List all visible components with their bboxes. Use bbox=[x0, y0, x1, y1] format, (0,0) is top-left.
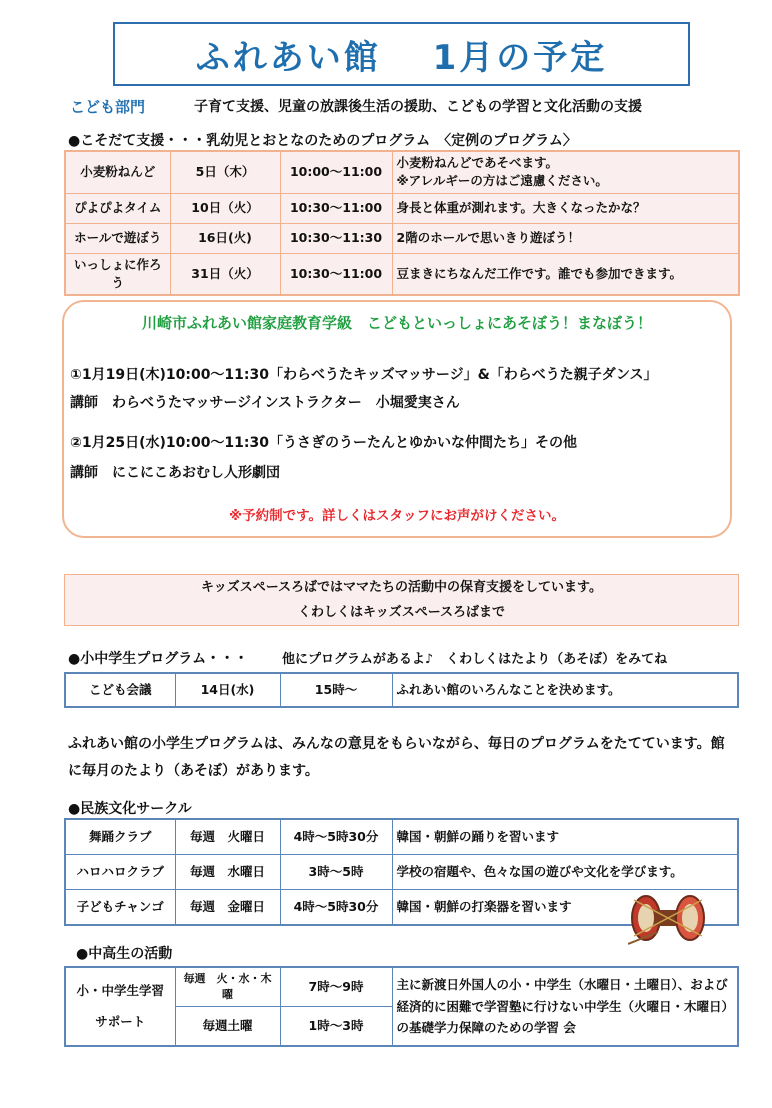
table-row bbox=[65, 819, 738, 855]
circle-time: 3時～5時 bbox=[280, 855, 392, 890]
childcare-table bbox=[64, 150, 740, 296]
program-time: 10:30～11:00 bbox=[280, 253, 392, 295]
class-item-1: ①1月19日(木)10:00～11:30「わらべうたキッズマッサージ」&「わらべうた親子ダンス」 bbox=[70, 367, 658, 383]
table-row bbox=[65, 151, 739, 193]
support-time: 7時～9時 bbox=[280, 967, 392, 1007]
support-time: 1時～3時 bbox=[280, 1007, 392, 1047]
kaigi-table bbox=[64, 672, 739, 708]
circle-time: 4時～5時30分 bbox=[280, 890, 392, 926]
table-row bbox=[65, 673, 738, 707]
table-row bbox=[65, 193, 739, 223]
support-name bbox=[65, 967, 175, 1046]
family-class-title: 川崎市ふれあい館家庭教育学級 こどもといっしょにあそぼう！まなぼう！ bbox=[141, 314, 652, 332]
family-class-box bbox=[62, 300, 732, 538]
program-desc: 身長と体重が測れます。大きくなったかな？ bbox=[392, 193, 739, 223]
highschool-heading: ●中高生の活動 bbox=[76, 946, 173, 962]
page-title: ふれあい館 1月の予定 bbox=[195, 37, 608, 78]
circle-name: 舞踊クラブ bbox=[65, 819, 175, 855]
program-date: 14日(水) bbox=[175, 673, 280, 707]
program-desc: 小麦粉ねんどであそべます。 ※アレルギーの方はご遠慮ください。 bbox=[392, 151, 739, 193]
program-name: いっしょに作ろう bbox=[65, 253, 170, 295]
program-time: 10:30～11:00 bbox=[280, 193, 392, 223]
circle-day: 毎週 水曜日 bbox=[175, 855, 280, 890]
kids-space-line-1: キッズスペースろばではママたちの活動中の保育支援をしています。 bbox=[200, 580, 603, 595]
kids-space-line-2: くわしくはキッズスペースろばまで bbox=[297, 605, 506, 620]
highschool-table bbox=[64, 966, 739, 1047]
program-time: 10:30～11:30 bbox=[280, 223, 392, 253]
program-date: 5日（木） bbox=[170, 151, 280, 193]
table-row bbox=[65, 855, 738, 890]
program-time: 10:00～11:00 bbox=[280, 151, 392, 193]
childcare-heading: ●こそだて支援・・・乳幼児とおとなのためのプログラム 〈定例のプログラム〉 bbox=[68, 133, 577, 149]
circle-desc: 学校の宿題や、色々な国の遊びや文化を学びます。 bbox=[392, 855, 738, 890]
table-row bbox=[65, 253, 739, 295]
dept-label: こども部門 bbox=[70, 98, 146, 116]
elementary-paragraph: ふれあい館の小学生プログラムは、みんなの意見をもらいながら、毎日のプログラムをたてています。館に毎月のたより（あそぼ）があります。 bbox=[68, 736, 725, 779]
program-desc: ふれあい館のいろんなことを決めます。 bbox=[392, 673, 738, 707]
support-day: 毎週土曜 bbox=[175, 1007, 280, 1047]
program-name: 小麦粉ねんど bbox=[65, 151, 170, 193]
program-desc: 2階のホールで思いきり遊ぼう！ bbox=[392, 223, 739, 253]
program-date: 31日（火） bbox=[170, 253, 280, 295]
program-name: ホールで遊ぼう bbox=[65, 223, 170, 253]
circle-name: ハロハロクラブ bbox=[65, 855, 175, 890]
support-name-line-1: 小・中学生学習 bbox=[76, 983, 164, 999]
elementary-heading: ●小中学生プログラム・・・ bbox=[68, 651, 249, 667]
class-item-2-lecturer: 講師 にこにこあおむし人形劇団 bbox=[70, 465, 280, 481]
circle-heading: ●民族文化サークル bbox=[68, 801, 192, 817]
janggu-drum-icon bbox=[628, 888, 708, 948]
table-row bbox=[65, 967, 738, 1007]
circle-day: 毎週 火曜日 bbox=[175, 819, 280, 855]
support-name-line-2: サポート bbox=[95, 1013, 146, 1029]
class-item-2: ②1月25日(水)10:00～11:30「うさぎのうーたんとゆかいな仲間たち」その他 bbox=[70, 435, 577, 451]
program-desc: 豆まきにちなんだ工作です。誰でも参加できます。 bbox=[392, 253, 739, 295]
circle-time: 4時～5時30分 bbox=[280, 819, 392, 855]
support-desc: 主に新渡日外国人の小・中学生（水曜日・土曜日）、および経済的に困難で学習塾に行けない中学生（火曜日・木曜日）の基礎学力保障のための学習 会 bbox=[392, 967, 738, 1046]
program-name: ぴよぴよタイム bbox=[65, 193, 170, 223]
program-name: こども会議 bbox=[65, 673, 175, 707]
reservation-note: ※予約制です。詳しくはスタッフにお声がけください。 bbox=[228, 508, 566, 524]
circle-desc: 韓国・朝鮮の踊りを習います bbox=[392, 819, 738, 855]
program-date: 10日（火） bbox=[170, 193, 280, 223]
circle-day: 毎週 金曜日 bbox=[175, 890, 280, 926]
circle-name: 子どもチャンゴ bbox=[65, 890, 175, 926]
title-box bbox=[113, 22, 690, 86]
kids-space-box bbox=[64, 574, 739, 626]
program-date: 16日(火) bbox=[170, 223, 280, 253]
program-time: 15時～ bbox=[280, 673, 392, 707]
circle-desc: 韓国・朝鮮の打楽器を習います bbox=[392, 890, 738, 926]
table-row bbox=[65, 223, 739, 253]
class-item-1-lecturer: 講師 わらべうたマッサージインストラクター 小堀愛実さん bbox=[70, 395, 460, 411]
dept-description: 子育て支援、児童の放課後生活の援助、こどもの学習と文化活動の支援 bbox=[194, 99, 642, 115]
support-day: 毎週 火・水・木曜 bbox=[175, 967, 280, 1007]
elementary-note: 他にプログラムがあるよ♪ くわしくはたより（あそぼ）をみてね bbox=[282, 652, 668, 667]
